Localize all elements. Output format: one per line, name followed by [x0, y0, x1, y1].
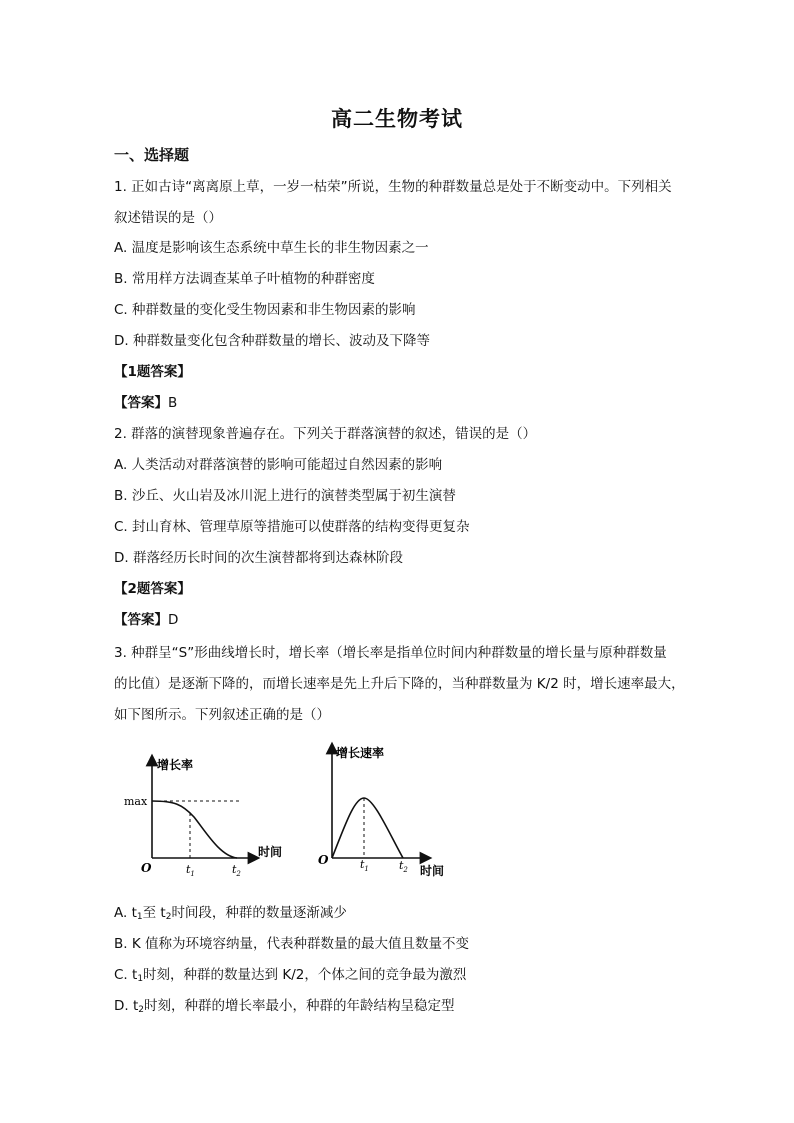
q1-stem-line-1: 1. 正如古诗“离离原上草，一岁一枯荣”所说，生物的种群数量总是处于不断变动中。下列相关	[114, 179, 672, 195]
left-y-label: 增长率	[157, 758, 194, 772]
q1-answer-header: 【1题答案】	[114, 364, 191, 380]
q2-answer	[114, 610, 178, 630]
q1-answer	[114, 393, 177, 413]
q3-stem-line-2: 的比值）是逐渐下降的，而增长速率是先上升后下降的，当种群数量为 K/2 时，增长速率最大，	[114, 676, 685, 692]
left-origin-label: O	[141, 861, 152, 875]
q2-option-b: B. 沙丘、火山岩及冰川泥上进行的演替类型属于初生演替	[114, 488, 456, 504]
left-t2-label: $t_2$	[232, 863, 241, 878]
q3-option-a: A. $t_1$至 $t_2$时间段，种群的数量逐渐减少	[114, 905, 347, 922]
page-title: 高二生物考试	[331, 106, 463, 131]
q2-option-c: C. 封山育林、管理草原等措施可以使群落的结构变得更复杂	[114, 519, 470, 535]
q3-option-d: D. $t_2$时刻，种群的增长率最小，种群的年龄结构呈稳定型	[114, 998, 455, 1015]
left-growth-rate-curve	[152, 801, 237, 858]
q1-option-a: A. 温度是影响该生态系统中草生长的非生物因素之一	[114, 240, 429, 256]
right-origin-label: O	[318, 853, 329, 867]
q1-option-d: D. 种群数量变化包含种群数量的增长、波动及下降等	[114, 333, 430, 349]
q3-stem-line-1: 3. 种群呈“S”形曲线增长时，增长率（增长率是指单位时间内种群数量的增长量与原种群数量	[114, 645, 667, 661]
left-x-label: 时间	[258, 845, 283, 859]
q3-figure	[122, 740, 462, 890]
q2-option-a: A. 人类活动对群落演替的影响可能超过自然因素的影响	[114, 457, 443, 473]
right-x-label: 时间	[420, 864, 445, 878]
left-t1-label: $t_1$	[186, 863, 195, 878]
q2-answer-header: 【2题答案】	[114, 581, 191, 597]
q3-option-b: B. K 值称为环境容纳量，代表种群数量的最大值且数量不变	[114, 936, 469, 952]
q3-stem-line-3: 如下图所示。下列叙述正确的是（）	[114, 707, 330, 723]
q3-option-c: C. $t_1$时刻，种群的数量达到 K/2，个体之间的竞争最为激烈	[114, 967, 467, 984]
answer-value: D	[168, 612, 179, 628]
q1-option-b: B. 常用样方法调查某单子叶植物的种群密度	[114, 271, 375, 287]
right-graph	[318, 745, 444, 878]
q1-stem-line-2: 叙述错误的是（）	[114, 210, 222, 226]
right-y-label: 增长速率	[336, 746, 385, 760]
section-heading: 一、选择题	[114, 146, 190, 164]
left-max-label: max	[124, 795, 148, 808]
right-growth-speed-curve	[332, 798, 403, 858]
q1-option-c: C. 种群数量的变化受生物因素和非生物因素的影响	[114, 302, 416, 318]
q2-stem: 2. 群落的演替现象普遍存在。下列关于群落演替的叙述，错误的是（）	[114, 426, 537, 442]
left-graph	[124, 757, 282, 878]
right-t2-label: $t_2$	[399, 859, 408, 874]
answer-value: B	[168, 395, 178, 411]
growth-graphs-svg	[122, 740, 462, 890]
answer-tag: 【答案】	[114, 612, 168, 628]
right-t1-label: $t_1$	[360, 858, 369, 873]
answer-tag: 【答案】	[114, 395, 168, 411]
q2-option-d: D. 群落经历长时间的次生演替都将到达森林阶段	[114, 550, 403, 566]
